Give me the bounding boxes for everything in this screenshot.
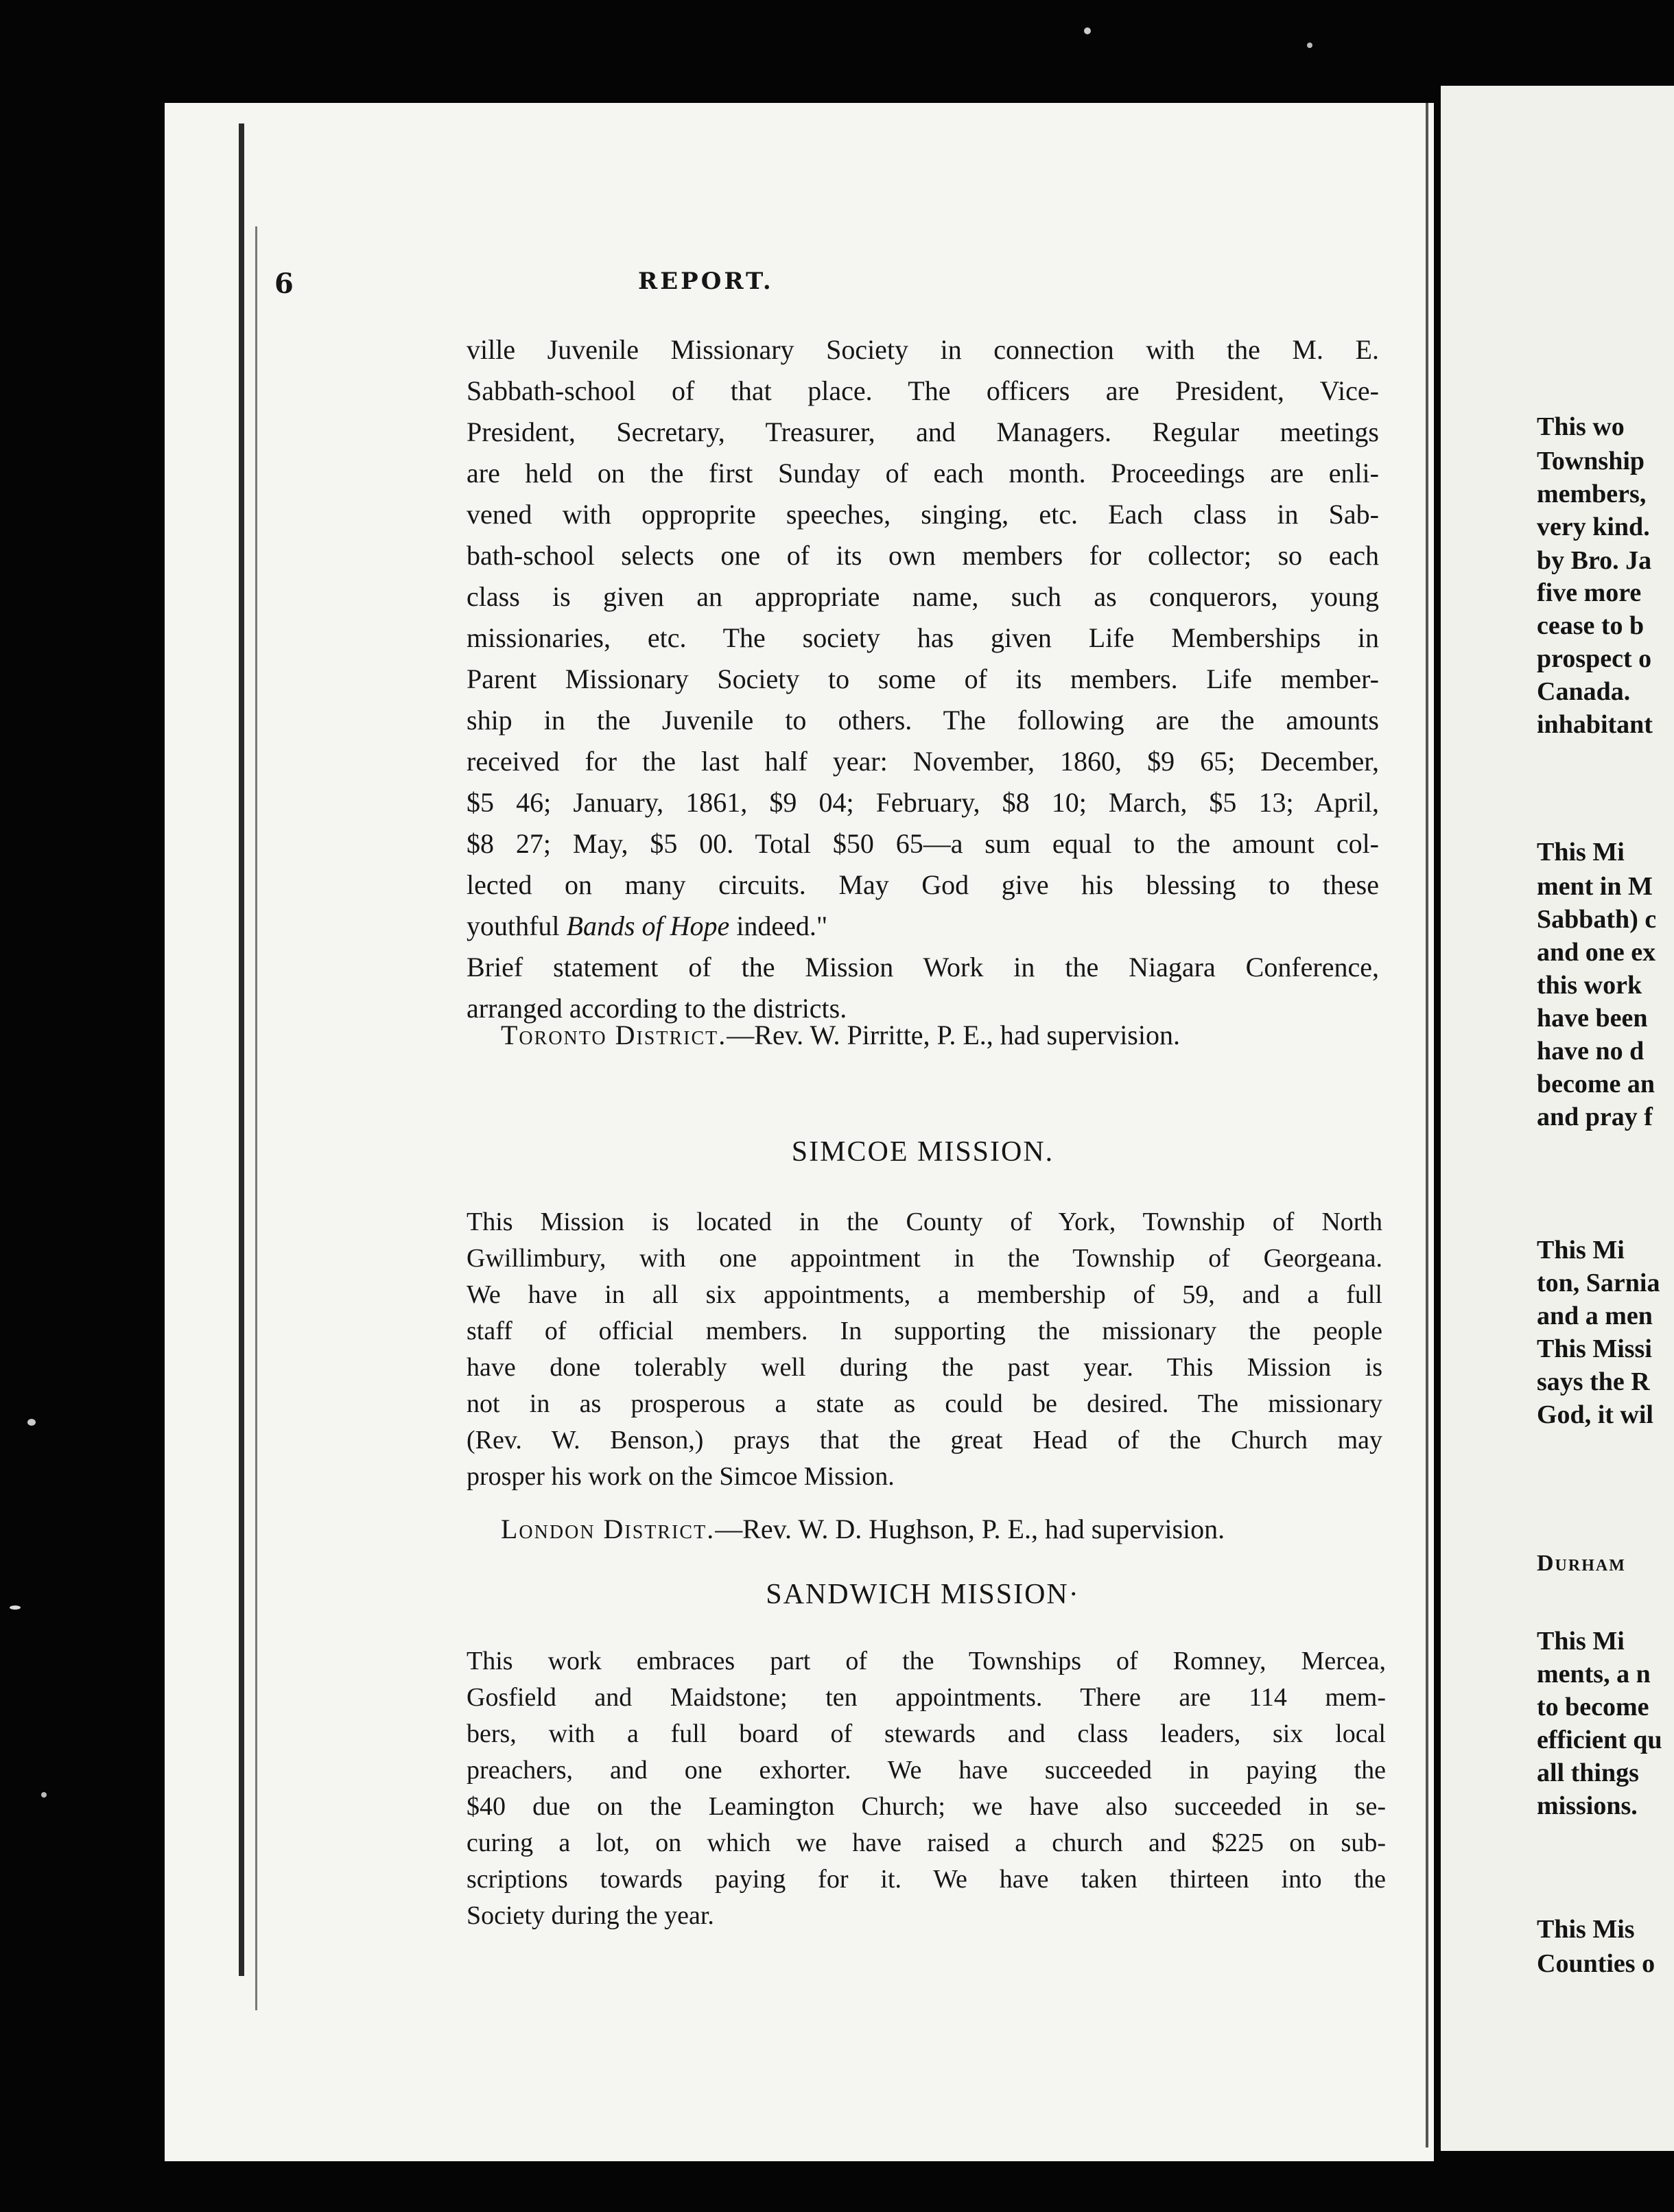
text-line: prosper his work on the Simcoe Mission. <box>467 1462 895 1491</box>
adjacent-page-fragment: become an <box>1537 1070 1655 1098</box>
text-line: Parent Missionary Society to some of its members. Life member- <box>467 663 1379 694</box>
adjacent-page-fragment: says the R <box>1537 1367 1650 1396</box>
page-gutter-line <box>1426 103 1428 2148</box>
speck <box>1307 43 1312 48</box>
sandwich-mission-title: SANDWICH MISSION· <box>766 1579 1080 1610</box>
continuation-paragraph <box>467 329 1379 1029</box>
adjacent-page-fragment: inhabitant <box>1537 710 1653 739</box>
adjacent-page-fragment: have been <box>1537 1004 1648 1033</box>
binding-edge-line <box>255 226 257 2010</box>
text-line: are held on the first Sunday of each month. Proceedings are enli- <box>467 458 1379 489</box>
text-line: received for the last half year: November, 1860, $9 65; December, <box>467 746 1379 777</box>
text-line: have done tolerably well during the past year. This Mission is <box>467 1353 1382 1382</box>
adjacent-page-fragment: and a men <box>1537 1302 1653 1330</box>
adjacent-page-fragment: Sabbath) c <box>1537 905 1657 934</box>
adjacent-page-fragment: This Mi <box>1537 1236 1625 1264</box>
adjacent-page-fragment: have no d <box>1537 1037 1644 1066</box>
continuation-last-line: youthful Bands of Hope indeed." <box>467 910 828 941</box>
text-line: vened with opproprite speeches, singing, etc. Each class in Sab- <box>467 499 1379 530</box>
adjacent-page-fragment: Canada. <box>1537 677 1631 706</box>
text-line: ship in the Juvenile to others. The following are the amounts <box>467 705 1379 736</box>
text-line: arranged according to the districts. <box>467 993 847 1024</box>
text-line: bers, with a full board of stewards and class leaders, six local <box>467 1719 1386 1748</box>
text-line: This Mission is located in the County of York, Township of North <box>467 1208 1382 1236</box>
adjacent-page-fragment: to become <box>1537 1693 1649 1721</box>
adjacent-page-fragment: efficient qu <box>1537 1726 1662 1754</box>
text-line: $8 27; May, $5 00. Total $50 65—a sum equal to the amount col- <box>467 828 1379 859</box>
brief-statement <box>467 947 1379 1029</box>
adjacent-page-fragment: Durham <box>1537 1551 1626 1576</box>
text-line: staff of official members. In supporting the missionary the people <box>467 1317 1382 1345</box>
continuation-lines <box>467 329 1379 906</box>
adjacent-page-fragment: Counties o <box>1537 1949 1655 1978</box>
text-line: President, Secretary, Treasurer, and Managers. Regular meetings <box>467 416 1379 447</box>
sandwich-mission-paragraph <box>467 1643 1386 1934</box>
text-line: bath-school selects one of its own members for collector; so each <box>467 540 1379 571</box>
speck <box>41 1792 47 1798</box>
text-line: Gosfield and Maidstone; ten appointments. There are 114 mem- <box>467 1683 1386 1712</box>
adjacent-page-fragment: cease to b <box>1537 611 1644 640</box>
adjacent-page-fragment: This Missi <box>1537 1334 1652 1363</box>
page-header <box>274 268 1249 309</box>
adjacent-page-fragment: ment in M <box>1537 872 1653 901</box>
adjacent-page-fragment: this work <box>1537 971 1642 1000</box>
text-line: curing a lot, on which we have raised a church and $225 on sub- <box>467 1828 1386 1857</box>
adjacent-page-fragment: missions. <box>1537 1791 1638 1820</box>
text-line: lected on many circuits. May God give his blessing to these <box>467 869 1379 900</box>
london-district-heading: London District.—Rev. W. D. Hughson, P. E., had supervision. <box>501 1514 1225 1544</box>
adjacent-page-fragment: This wo <box>1537 412 1625 441</box>
adjacent-page-fragment: This Mis <box>1537 1915 1635 1944</box>
speck <box>10 1605 21 1610</box>
adjacent-page-fragment: This Mi <box>1537 838 1625 867</box>
bands-of-hope-italic: Bands of Hope <box>566 910 730 941</box>
page-number: 6 <box>274 268 294 300</box>
adjacent-page-fragment: Township <box>1537 447 1645 475</box>
adjacent-page-fragment: prospect o <box>1537 644 1652 673</box>
adjacent-page <box>1441 86 1674 2151</box>
adjacent-page-fragment: very kind. <box>1537 513 1650 541</box>
text-line: not in as prosperous a state as could be desired. The missionary <box>467 1389 1382 1418</box>
adjacent-page-fragment: and pray f <box>1537 1103 1653 1131</box>
adjacent-page-fragment: This Mi <box>1537 1627 1625 1656</box>
adjacent-page-fragment: by Bro. Ja <box>1537 546 1652 575</box>
speck <box>27 1419 36 1426</box>
adjacent-page-fragment: all things <box>1537 1758 1639 1787</box>
running-title: REPORT. <box>638 268 774 295</box>
toronto-district-heading: Toronto District.—Rev. W. Pirritte, P. E., had supervision. <box>501 1020 1180 1050</box>
adjacent-page-fragment: members, <box>1537 480 1647 508</box>
text-line: Brief statement of the Mission Work in the Niagara Conference, <box>467 952 1379 983</box>
text-line: scriptions towards paying for it. We have taken thirteen into the <box>467 1865 1386 1894</box>
text-line: $40 due on the Leamington Church; we have also succeeded in se- <box>467 1792 1386 1821</box>
text-line: ville Juvenile Missionary Society in connection with the M. E. <box>467 334 1379 365</box>
adjacent-page-fragment: God, it wil <box>1537 1400 1653 1429</box>
binding-edge-line <box>239 123 244 1976</box>
speck <box>1084 27 1091 34</box>
text-line: Sabbath-school of that place. The officers are President, Vice- <box>467 375 1379 406</box>
adjacent-page-fragment: ton, Sarnia <box>1537 1269 1660 1297</box>
text-line: $5 46; January, 1861, $9 04; February, $8 10; March, $5 13; April, <box>467 787 1379 818</box>
text-line: Society during the year. <box>467 1901 714 1930</box>
text-line: We have in all six appointments, a membership of 59, and a full <box>467 1280 1382 1309</box>
simcoe-mission-title: SIMCOE MISSION. <box>791 1136 1054 1168</box>
text-line: Gwillimbury, with one appointment in the Township of Georgeana. <box>467 1244 1382 1273</box>
text-line: (Rev. W. Benson,) prays that the great Head of the Church may <box>467 1426 1382 1455</box>
text-line: class is given an appropriate name, such as conquerors, young <box>467 581 1379 612</box>
text-line: missionaries, etc. The society has given Life Memberships in <box>467 622 1379 653</box>
adjacent-page-fragment: and one ex <box>1537 938 1656 967</box>
adjacent-page-fragment: ments, a n <box>1537 1660 1651 1689</box>
text-line: preachers, and one exhorter. We have succeeded in paying the <box>467 1756 1386 1785</box>
text-line: This work embraces part of the Townships of Romney, Mercea, <box>467 1647 1386 1675</box>
simcoe-mission-paragraph <box>467 1204 1382 1495</box>
adjacent-page-fragment: five more <box>1537 578 1642 607</box>
